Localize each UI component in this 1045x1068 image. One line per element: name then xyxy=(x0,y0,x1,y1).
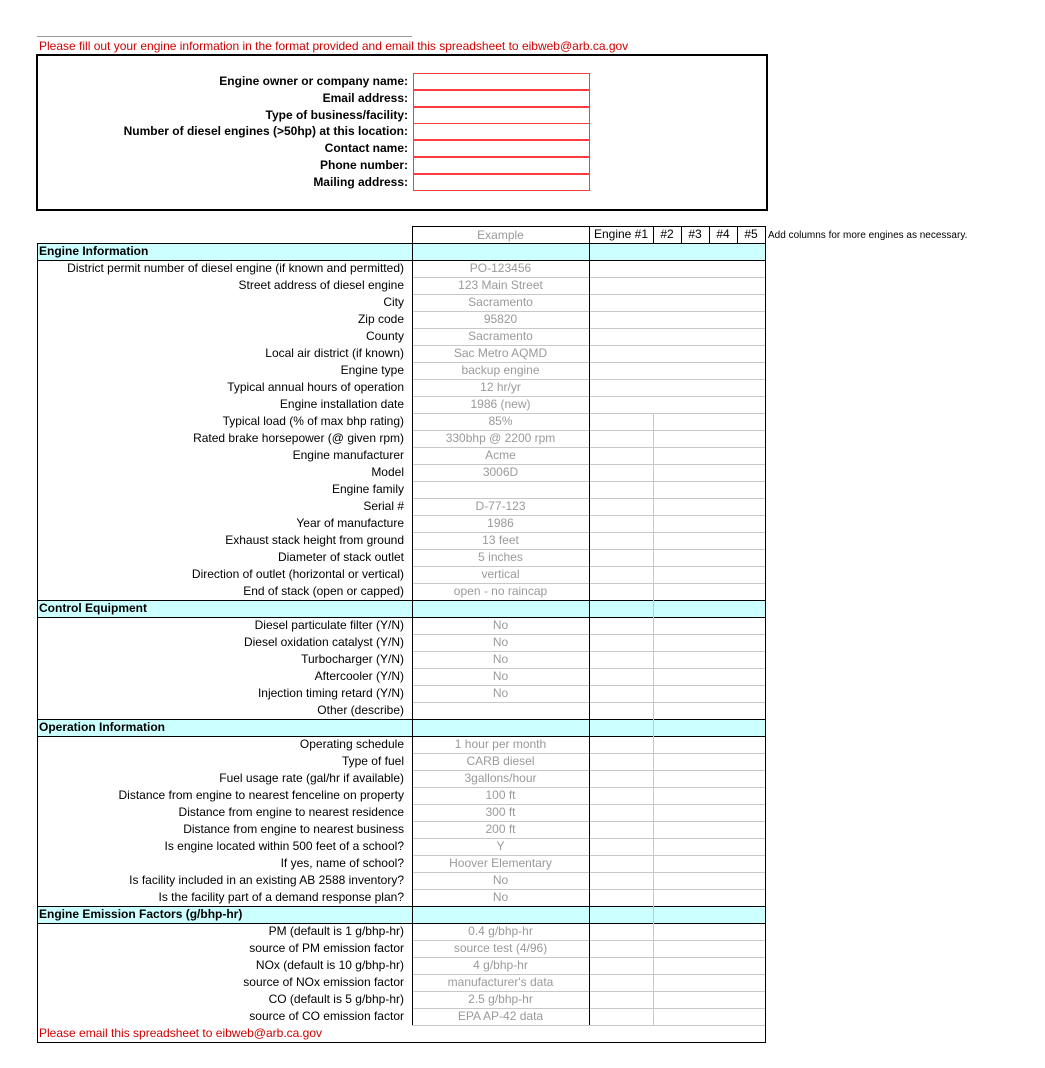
header-engine-3: #3 xyxy=(688,227,702,241)
row-example-value: source test (4/96) xyxy=(453,941,548,955)
row-label: CO (default is 5 g/bhp-hr) xyxy=(268,992,404,1006)
row-example-value: Sacramento xyxy=(468,329,533,343)
owner-label-email: Email address: xyxy=(322,91,408,105)
row-example-value: 330bhp @ 2200 rpm xyxy=(445,431,556,445)
table-row xyxy=(37,923,766,940)
engine-1-input-cell[interactable] xyxy=(590,260,765,277)
table-row xyxy=(37,940,766,957)
engine-1-input-cell[interactable] xyxy=(590,651,765,668)
owner-label-engine-count: Number of diesel engines (>50hp) at this location: xyxy=(123,124,408,138)
header-divider-example xyxy=(589,226,590,243)
row-label: Is the facility part of a demand response plan? xyxy=(158,890,404,904)
example-column-divider xyxy=(589,243,590,1025)
engine-1-input-cell[interactable] xyxy=(590,991,765,1008)
footer-text: Please email this spreadsheet to eibweb@arb.ca.gov xyxy=(39,1026,323,1040)
row-example-value: D-77-123 xyxy=(475,499,526,513)
section-top-border xyxy=(37,719,766,720)
engine-1-input-cell[interactable] xyxy=(590,634,765,651)
row-example-value: 85% xyxy=(488,414,513,428)
table-row xyxy=(37,702,766,719)
label-column-divider xyxy=(412,243,413,1025)
table-row xyxy=(37,753,766,770)
engine-1-input-cell[interactable] xyxy=(590,872,765,889)
table-row xyxy=(37,736,766,753)
row-label: source of NOx emission factor xyxy=(243,975,404,989)
section-bottom-border xyxy=(37,923,766,924)
table-row xyxy=(37,481,766,498)
engine-1-input-cell[interactable] xyxy=(590,940,765,957)
owner-info-box xyxy=(36,54,768,211)
row-example-value: 100 ft xyxy=(485,788,516,802)
owner-business-input[interactable] xyxy=(413,107,590,124)
table-row xyxy=(37,583,766,600)
section-bottom-border xyxy=(37,736,766,737)
engine-1-input-cell[interactable] xyxy=(590,974,765,991)
section-top-border xyxy=(37,906,766,907)
engine-1-input-cell[interactable] xyxy=(590,957,765,974)
engine-1-input-cell[interactable] xyxy=(590,855,765,872)
engine-column-divider xyxy=(653,413,654,1025)
engine-1-input-cell[interactable] xyxy=(590,566,765,583)
row-example-value: 5 inches xyxy=(478,550,523,564)
row-example-value: No xyxy=(492,652,509,666)
row-label: Local air district (if known) xyxy=(265,346,404,360)
row-label: Distance from engine to nearest business xyxy=(183,822,404,836)
row-example-value: manufacturer's data xyxy=(447,975,554,989)
engine-1-input-cell[interactable] xyxy=(590,498,765,515)
engine-1-input-cell[interactable] xyxy=(590,702,765,719)
row-label: Typical load (% of max bhp rating) xyxy=(222,414,404,428)
header-engine-1: Engine #1 xyxy=(593,227,649,241)
engine-1-input-cell[interactable] xyxy=(590,838,765,855)
table-row xyxy=(37,838,766,855)
row-label: Diameter of stack outlet xyxy=(277,550,404,564)
engine-1-input-cell[interactable] xyxy=(590,532,765,549)
section-header: Operation Information xyxy=(37,719,766,736)
row-label: Diesel oxidation catalyst (Y/N) xyxy=(243,635,404,649)
table-row xyxy=(37,260,766,277)
row-label: Year of manufacture xyxy=(296,516,404,530)
row-label: Zip code xyxy=(357,312,404,326)
engine-1-input-cell[interactable] xyxy=(590,311,765,328)
row-label: Model xyxy=(371,465,404,479)
row-label: Engine family xyxy=(331,482,404,496)
engine-1-input-cell[interactable] xyxy=(590,464,765,481)
owner-label-company: Engine owner or company name: xyxy=(219,74,408,88)
table-row xyxy=(37,991,766,1008)
header-divider-3 xyxy=(681,226,682,243)
row-label: City xyxy=(383,295,404,309)
row-label: source of CO emission factor xyxy=(249,1009,404,1023)
table-row xyxy=(37,685,766,702)
owner-label-business: Type of business/facility: xyxy=(265,108,408,122)
row-label: NOx (default is 10 g/bhp-hr) xyxy=(255,958,404,972)
table-row xyxy=(37,974,766,991)
engine-1-input-cell[interactable] xyxy=(590,617,765,634)
header-left-border xyxy=(412,226,413,243)
engine-1-input-cell[interactable] xyxy=(590,923,765,940)
row-label: Other (describe) xyxy=(317,703,404,717)
row-label: County xyxy=(365,329,404,343)
instruction-text: Please fill out your engine information in the format provided and email this spreadsheet to eibweb@arb.ca.gov xyxy=(39,39,629,53)
row-example-value: No xyxy=(492,890,509,904)
table-row xyxy=(37,821,766,838)
row-label: Street address of diesel engine xyxy=(238,278,404,292)
table-row xyxy=(37,872,766,889)
owner-label-address: Mailing address: xyxy=(313,175,408,189)
table-row xyxy=(37,668,766,685)
header-example: Example xyxy=(477,228,524,242)
owner-contact-input[interactable] xyxy=(413,140,590,157)
row-example-value: 4 g/bhp-hr xyxy=(473,958,528,972)
row-label: Diesel particulate filter (Y/N) xyxy=(254,618,404,632)
header-right-border xyxy=(765,226,766,243)
row-example-value: Hoover Elementary xyxy=(449,856,552,870)
row-label: Aftercooler (Y/N) xyxy=(314,669,404,683)
add-columns-note: Add columns for more engines as necessary. xyxy=(768,230,968,241)
section-header: Engine Emission Factors (g/bhp-hr) xyxy=(37,906,766,923)
engine-1-input-cell[interactable] xyxy=(590,685,765,702)
engine-1-input-cell[interactable] xyxy=(590,583,765,600)
table-row xyxy=(37,651,766,668)
row-label: If yes, name of school? xyxy=(280,856,404,870)
row-example-value: 0.4 g/bhp-hr xyxy=(468,924,533,938)
table-row xyxy=(37,549,766,566)
row-example-value: open - no raincap xyxy=(453,584,548,598)
table-row xyxy=(37,362,766,379)
row-label: Direction of outlet (horizontal or vertical) xyxy=(191,567,404,581)
engine-1-input-cell[interactable] xyxy=(590,277,765,294)
row-label: Distance from engine to nearest fenceline on property xyxy=(118,788,404,802)
row-example-value: CARB diesel xyxy=(466,754,535,768)
header-engine-4: #4 xyxy=(716,227,730,241)
table-row xyxy=(37,498,766,515)
row-label: source of PM emission factor xyxy=(249,941,404,955)
section-header: Engine Information xyxy=(37,243,766,260)
row-example-value: 95820 xyxy=(483,312,518,326)
engine-1-input-cell[interactable] xyxy=(590,396,765,413)
table-row xyxy=(37,634,766,651)
engine-1-input-cell[interactable] xyxy=(590,345,765,362)
row-label: Distance from engine to nearest residence xyxy=(178,805,404,819)
engine-1-input-cell[interactable] xyxy=(590,413,765,430)
row-example-value: 1986 (new) xyxy=(470,397,531,411)
header-divider-5 xyxy=(737,226,738,243)
engine-1-input-cell[interactable] xyxy=(590,821,765,838)
table-row xyxy=(37,515,766,532)
table-row xyxy=(37,787,766,804)
owner-engine-count-input[interactable] xyxy=(413,123,590,140)
table-row xyxy=(37,889,766,906)
table-row xyxy=(37,1008,766,1025)
row-label: Engine manufacturer xyxy=(292,448,404,462)
table-row xyxy=(37,957,766,974)
table-row xyxy=(37,464,766,481)
table-row xyxy=(37,413,766,430)
row-example-value: 13 feet xyxy=(482,533,519,547)
owner-address-input[interactable] xyxy=(413,174,590,191)
engine-1-input-cell[interactable] xyxy=(590,430,765,447)
table-row xyxy=(37,311,766,328)
engine-1-input-cell[interactable] xyxy=(590,294,765,311)
table-row xyxy=(37,855,766,872)
row-label: Is facility included in an existing AB 2588 inventory? xyxy=(129,873,404,887)
header-divider-2 xyxy=(653,226,654,243)
engine-1-input-cell[interactable] xyxy=(590,481,765,498)
row-example-value: backup engine xyxy=(461,363,540,377)
row-example-value: Y xyxy=(496,839,505,853)
table-row xyxy=(37,328,766,345)
engine-1-input-cell[interactable] xyxy=(590,770,765,787)
header-engine-5: #5 xyxy=(744,227,758,241)
row-example-value: Sac Metro AQMD xyxy=(453,346,548,360)
engine-1-input-cell[interactable] xyxy=(590,328,765,345)
row-example-value: vertical xyxy=(481,567,520,581)
engine-1-input-cell[interactable] xyxy=(590,515,765,532)
header-engine-2: #2 xyxy=(660,227,674,241)
row-label: Is engine located within 500 feet of a school? xyxy=(164,839,404,853)
row-label: Engine type xyxy=(340,363,404,377)
row-example-value: No xyxy=(492,873,509,887)
row-label: Turbocharger (Y/N) xyxy=(301,652,404,666)
table-row xyxy=(37,770,766,787)
row-example-value: No xyxy=(492,669,509,683)
row-label: Typical annual hours of operation xyxy=(227,380,404,394)
row-example-value: 123 Main Street xyxy=(458,278,543,292)
table-row xyxy=(37,277,766,294)
row-label: Type of fuel xyxy=(341,754,404,768)
row-label: End of stack (open or capped) xyxy=(243,584,404,598)
row-grid-line xyxy=(412,1025,766,1026)
row-label: Injection timing retard (Y/N) xyxy=(257,686,404,700)
table-left-border xyxy=(37,243,38,1042)
engine-1-input-cell[interactable] xyxy=(590,447,765,464)
engine-1-input-cell[interactable] xyxy=(590,889,765,906)
row-label: Serial # xyxy=(363,499,404,513)
row-example-value: 300 ft xyxy=(485,805,516,819)
row-label: Rated brake horsepower (@ given rpm) xyxy=(193,431,404,445)
table-bottom-border xyxy=(37,1042,766,1043)
table-row xyxy=(37,430,766,447)
row-example-value: No xyxy=(492,635,509,649)
section-bottom-border xyxy=(37,260,766,261)
table-row xyxy=(37,804,766,821)
engine-1-input-cell[interactable] xyxy=(590,804,765,821)
engine-1-input-cell[interactable] xyxy=(590,753,765,770)
engine-1-input-cell[interactable] xyxy=(590,1008,765,1025)
table-row xyxy=(37,532,766,549)
section-header: Control Equipment xyxy=(37,600,766,617)
row-label: PM (default is 1 g/bhp-hr) xyxy=(268,924,404,938)
table-row xyxy=(37,379,766,396)
row-example-value: Acme xyxy=(485,448,516,462)
table-row xyxy=(37,294,766,311)
row-example-value: Sacramento xyxy=(468,295,533,309)
row-example-value: No xyxy=(492,686,509,700)
table-row xyxy=(37,345,766,362)
header-divider-4 xyxy=(709,226,710,243)
row-label: Engine installation date xyxy=(279,397,404,411)
row-example-value: 3gallons/hour xyxy=(464,771,537,785)
row-example-value: 12 hr/yr xyxy=(480,380,521,394)
row-example-value: 1986 xyxy=(487,516,514,530)
row-example-value: PO-123456 xyxy=(469,261,532,275)
row-label: District permit number of diesel engine (if known and permitted) xyxy=(67,261,404,275)
engine-1-input-cell[interactable] xyxy=(590,668,765,685)
engine-1-input-cell[interactable] xyxy=(590,736,765,753)
owner-phone-input[interactable] xyxy=(413,157,590,174)
table-row xyxy=(37,566,766,583)
owner-email-input[interactable] xyxy=(413,90,590,107)
table-row xyxy=(37,617,766,634)
owner-company-input[interactable] xyxy=(413,73,590,90)
owner-label-phone: Phone number: xyxy=(319,158,408,172)
row-example-value: 200 ft xyxy=(485,822,516,836)
section-top-border xyxy=(37,600,766,601)
table-row xyxy=(37,396,766,413)
section-bottom-border xyxy=(37,617,766,618)
section-top-border xyxy=(37,243,766,244)
row-example-value: EPA AP-42 data xyxy=(457,1009,544,1023)
row-label: Exhaust stack height from ground xyxy=(225,533,404,547)
row-label: Fuel usage rate (gal/hr if available) xyxy=(219,771,404,785)
engine-1-input-cell[interactable] xyxy=(590,362,765,379)
table-row xyxy=(37,447,766,464)
row-example-value: 1 hour per month xyxy=(454,737,547,751)
table-right-border xyxy=(765,243,766,1042)
owner-label-contact: Contact name: xyxy=(324,141,408,155)
row-label: Operating schedule xyxy=(299,737,404,751)
top-divider xyxy=(37,36,412,37)
row-example-value: 3006D xyxy=(482,465,519,479)
row-example-value: No xyxy=(492,618,509,632)
engine-1-input-cell[interactable] xyxy=(590,379,765,396)
engine-1-input-cell[interactable] xyxy=(590,549,765,566)
row-example-value: 2.5 g/bhp-hr xyxy=(468,992,533,1006)
engine-1-input-cell[interactable] xyxy=(590,787,765,804)
engine-table xyxy=(37,226,766,1042)
